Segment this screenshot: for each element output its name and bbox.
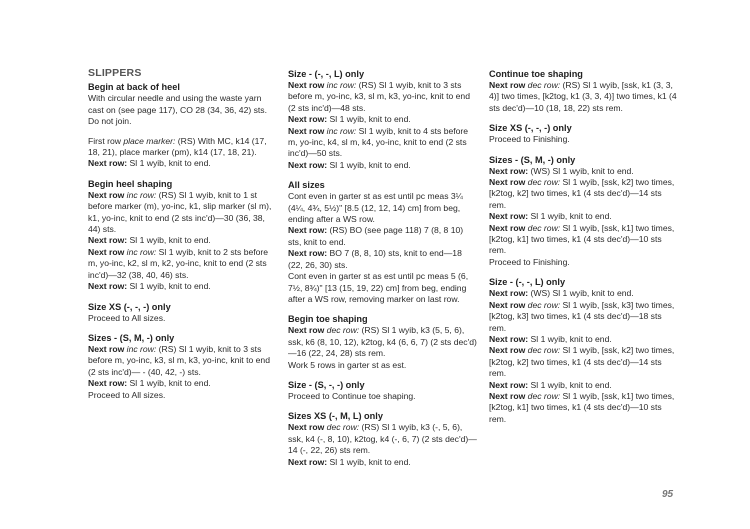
section-title: SLIPPERS bbox=[88, 67, 142, 79]
instruction-line bbox=[288, 422, 478, 456]
instruction-line bbox=[489, 288, 679, 299]
section-heading: Begin heel shaping bbox=[88, 178, 173, 189]
pattern-section bbox=[88, 178, 275, 293]
instruction-line bbox=[288, 391, 478, 402]
instruction-line bbox=[489, 223, 679, 257]
instruction-line bbox=[489, 300, 679, 334]
instruction-text: Proceed to Finishing. bbox=[489, 256, 570, 267]
instruction-line bbox=[88, 247, 275, 281]
row-label: Next row bbox=[288, 80, 325, 90]
section-heading: Sizes XS (-, M, L) only bbox=[288, 411, 383, 422]
instruction-line bbox=[489, 345, 679, 379]
row-note: inc row: bbox=[324, 80, 357, 90]
instruction-text: With circular needle and using the waste yarn cast on (see page 117), CO 28 (34, 36, 42) sts. Do not join. bbox=[88, 93, 267, 127]
row-label: Next row: bbox=[288, 225, 328, 236]
row-note: dec row: bbox=[525, 177, 561, 188]
row-label: Next row bbox=[489, 222, 526, 233]
instruction-line bbox=[288, 114, 478, 125]
instruction-line bbox=[489, 177, 679, 211]
row-note: dec row: bbox=[525, 345, 561, 356]
instruction-text: Proceed to All sizes. bbox=[88, 312, 166, 323]
row-note: dec row: bbox=[324, 422, 360, 433]
instruction-text: (RS) Sl 1 wyib, knit to 1 st before marker (m), yo-inc, k1, slip marker (sl m), k1, yo-inc, knit to end (2 sts inc'd)—30 (36, 38, 44) sts. bbox=[88, 189, 272, 235]
row-label: Next row: bbox=[88, 158, 128, 169]
section-heading: Sizes - (S, M, -) only bbox=[489, 154, 576, 165]
section-heading: Continue toe shaping bbox=[489, 69, 583, 79]
instruction-line bbox=[288, 325, 478, 359]
instruction-text: Sl 1 wyib, [ssk, k1] two times, [k2tog, k1] two times, k1 (4 sts dec'd)—10 sts rem. bbox=[489, 222, 675, 256]
instruction-text: (RS) BO (see page 118) 7 (8, 8 10) sts, knit to end. bbox=[288, 225, 464, 247]
row-label: Next row: bbox=[489, 165, 529, 176]
row-label: Next row: bbox=[288, 456, 328, 467]
instruction-text: (RS) Sl 1 wyib, knit to 3 sts before m, yo-inc, k3, sl m, k3, yo-inc, knit to end (2 sts inc'd)— - (40, 42, -) sts. bbox=[88, 343, 270, 377]
pattern-section bbox=[288, 410, 478, 468]
row-label: Next row: bbox=[88, 281, 128, 292]
instruction-line bbox=[88, 190, 275, 236]
pattern-section bbox=[489, 154, 679, 269]
row-note: inc row: bbox=[324, 125, 357, 136]
instruction-line bbox=[88, 93, 275, 127]
row-label: Next row: bbox=[288, 248, 328, 259]
instruction-line bbox=[288, 80, 478, 114]
row-note: inc row: bbox=[124, 189, 157, 200]
row-label: Next row: bbox=[489, 211, 529, 222]
row-label: Next row bbox=[288, 325, 325, 336]
instruction-text: (WS) Sl 1 wyib, knit to end. bbox=[528, 288, 634, 299]
row-label: Next row bbox=[489, 390, 526, 401]
column-1 bbox=[88, 68, 275, 409]
section-heading: Sizes - (S, M, -) only bbox=[88, 332, 175, 343]
row-note: dec row: bbox=[525, 222, 561, 233]
instruction-line bbox=[88, 136, 275, 159]
instruction-text: Sl 1 wyib, knit to end. bbox=[127, 235, 211, 246]
pattern-section bbox=[88, 136, 275, 170]
instruction-line bbox=[489, 134, 679, 145]
instruction-line bbox=[288, 191, 478, 225]
instruction-text: Sl 1 wyib, knit to end. bbox=[327, 456, 411, 467]
row-label: Next row bbox=[88, 189, 125, 200]
row-label: Next row bbox=[288, 125, 325, 136]
instruction-line bbox=[489, 211, 679, 222]
instruction-line bbox=[288, 225, 478, 248]
instruction-text: (RS) Sl 1 wyib, knit to 3 sts before m, yo-inc, k3, sl m, k3, yo-inc, knit to end (2 sts inc'd)—48 sts. bbox=[288, 80, 470, 113]
instruction-text: Sl 1 wyib, knit to 4 sts before m, yo-inc, k4, sl m, k4, yo-inc, knit to end (2 sts inc'd)—50 sts. bbox=[288, 125, 469, 159]
instruction-text: Proceed to Finishing. bbox=[489, 134, 570, 145]
section-heading: Size - (-, -, L) only bbox=[288, 69, 365, 79]
column-3 bbox=[489, 68, 679, 433]
row-note: place marker: bbox=[123, 135, 176, 146]
row-label: Next row: bbox=[288, 159, 328, 170]
instruction-text: Work 5 rows in garter st as est. bbox=[288, 359, 407, 370]
instruction-line bbox=[288, 160, 478, 171]
row-label: Next row bbox=[489, 177, 526, 188]
instruction-text: Sl 1 wyib, knit to end. bbox=[528, 333, 612, 344]
section-heading: Begin toe shaping bbox=[288, 314, 368, 325]
section-heading: Size - (-, -, L) only bbox=[489, 277, 566, 288]
pattern-section bbox=[288, 179, 478, 305]
section-heading: Size XS (-, -, -) only bbox=[88, 301, 171, 312]
row-note: dec row: bbox=[525, 299, 561, 310]
instruction-line bbox=[489, 334, 679, 345]
instruction-text: Sl 1 wyib, knit to 2 sts before m, yo-inc, k2, sl m, k2, yo-inc, knit to end (2 sts inc'd)—32 (38, 40, 46) sts. bbox=[88, 246, 269, 280]
instruction-text: Sl 1 wyib, [ssk, k1] two times, [k2tog, k1] two times, k1 (4 sts dec'd)—10 sts rem. bbox=[489, 390, 675, 424]
instruction-line bbox=[88, 158, 275, 169]
instruction-line bbox=[288, 271, 478, 305]
instruction-line bbox=[88, 378, 275, 389]
pattern-section bbox=[288, 379, 478, 402]
row-note: dec row: bbox=[525, 80, 561, 90]
row-label: Next row: bbox=[88, 235, 128, 246]
instruction-line bbox=[88, 281, 275, 292]
row-label: Next row bbox=[489, 345, 526, 356]
section-heading: Size XS (-, -, -) only bbox=[489, 123, 572, 134]
instruction-text: (WS) Sl 1 wyib, knit to end. bbox=[528, 165, 634, 176]
row-label: Next row bbox=[88, 343, 125, 354]
row-label: Next row: bbox=[489, 288, 529, 299]
instruction-text: Sl 1 wyib, [ssk, k2] two times, [k2tog, k2] two times, k1 (4 sts dec'd)—14 sts rem. bbox=[489, 345, 675, 379]
instruction-line bbox=[489, 166, 679, 177]
instruction-text: Sl 1 wyib, knit to end. bbox=[127, 158, 211, 169]
instruction-text: Proceed to All sizes. bbox=[88, 389, 166, 400]
instruction-line bbox=[489, 380, 679, 391]
instruction-text: Cont even in garter st as est until pc meas 3¼ (4¼, 4¾, 5½)" [8.5 (12, 12, 14) cm] from beg, ending after a WS row. bbox=[288, 191, 463, 225]
instruction-line bbox=[288, 360, 478, 371]
column-2 bbox=[288, 68, 478, 476]
instruction-line bbox=[489, 80, 679, 114]
row-note: dec row: bbox=[525, 390, 561, 401]
page-number: 95 bbox=[662, 489, 674, 500]
instruction-line bbox=[288, 126, 478, 160]
section-heading: Begin at back of heel bbox=[88, 82, 180, 93]
instruction-text: First row bbox=[88, 135, 124, 146]
pattern-section bbox=[489, 276, 679, 425]
instruction-text: Sl 1 wyib, knit to end. bbox=[127, 378, 211, 389]
row-note: inc row: bbox=[124, 246, 157, 257]
pattern-section bbox=[88, 81, 275, 127]
instruction-line bbox=[88, 235, 275, 246]
row-label: Next row: bbox=[489, 379, 529, 390]
instruction-text: Sl 1 wyib, knit to end. bbox=[528, 379, 612, 390]
instruction-line bbox=[489, 391, 679, 425]
instruction-text: Cont even in garter st as est until pc meas 5 (6, 7½, 8¾)" [13 (15, 19, 22) cm] from beg, ending after a WS row, removing marker on last row. bbox=[288, 271, 469, 304]
row-note: dec row: bbox=[324, 325, 360, 336]
row-label: Next row bbox=[489, 80, 526, 90]
row-label: Next row: bbox=[88, 378, 128, 389]
instruction-text: (RS) Sl 1 wyib, k3 (-, 5, 6), ssk, k4 (-, 8, 10), k2tog, k4 (-, 6, 7) (2 sts dec'd)— 14 (-, 22, 26) sts rem. bbox=[288, 422, 477, 456]
row-label: Next row bbox=[288, 422, 325, 433]
instruction-line bbox=[489, 257, 679, 268]
section-heading: All sizes bbox=[288, 180, 325, 191]
instruction-text: Sl 1 wyib, knit to end. bbox=[327, 159, 411, 170]
pattern-section bbox=[88, 301, 275, 324]
instruction-text: Sl 1 wyib, [ssk, k2] two times, [k2tog, k2] two times, k1 (4 sts dec'd)—14 sts rem. bbox=[489, 177, 675, 210]
pattern-section bbox=[489, 122, 679, 145]
row-label: Next row: bbox=[288, 114, 328, 125]
instruction-text: (RS) Sl 1 wyib, [ssk, k1 (3, 3, 4)] two times, [k2tog, k1 (3, 3, 4)] two times, k1 (4 sts dec'd)—10 (18, 18, 22) sts rem. bbox=[489, 80, 677, 113]
instruction-text: Proceed to Continue toe shaping. bbox=[288, 390, 416, 401]
instruction-line bbox=[88, 313, 275, 324]
instruction-text: Sl 1 wyib, knit to end. bbox=[528, 211, 612, 222]
pattern-section bbox=[489, 68, 679, 114]
instruction-text: Sl 1 wyib, knit to end. bbox=[327, 114, 411, 125]
pattern-section bbox=[288, 68, 478, 171]
row-label: Next row bbox=[88, 246, 125, 257]
row-label: Next row bbox=[489, 299, 526, 310]
pattern-section bbox=[88, 332, 275, 401]
instruction-text: BO 7 (8, 8, 10) sts, knit to end—18 (22, 26, 30) sts. bbox=[288, 248, 462, 270]
instruction-line bbox=[288, 457, 478, 468]
instruction-text: Sl 1 wyib, knit to end. bbox=[127, 281, 211, 292]
instruction-line bbox=[88, 390, 275, 401]
instruction-text: (RS) With MC, k14 (17, 18, 21), place marker (pm), k14 (17, 18, 21). bbox=[88, 135, 267, 158]
row-note: inc row: bbox=[124, 343, 157, 354]
section-heading: Size - (S, -, -) only bbox=[288, 379, 365, 390]
instruction-line bbox=[88, 344, 275, 378]
instruction-line bbox=[288, 248, 478, 271]
instruction-text: (RS) Sl 1 wyib, k3 (5, 5, 6), ssk, k6 (8, 10, 12), k2tog, k4 (6, 6, 7) (2 sts dec'd)—16 (22, 24, 28) sts rem. bbox=[288, 325, 477, 359]
pattern-section bbox=[288, 313, 478, 371]
instruction-text: Sl 1 wyib, [ssk, k3] two times, [k2tog, k3] two times, k1 (4 sts dec'd)—18 sts rem. bbox=[489, 299, 675, 333]
row-label: Next row: bbox=[489, 333, 529, 344]
